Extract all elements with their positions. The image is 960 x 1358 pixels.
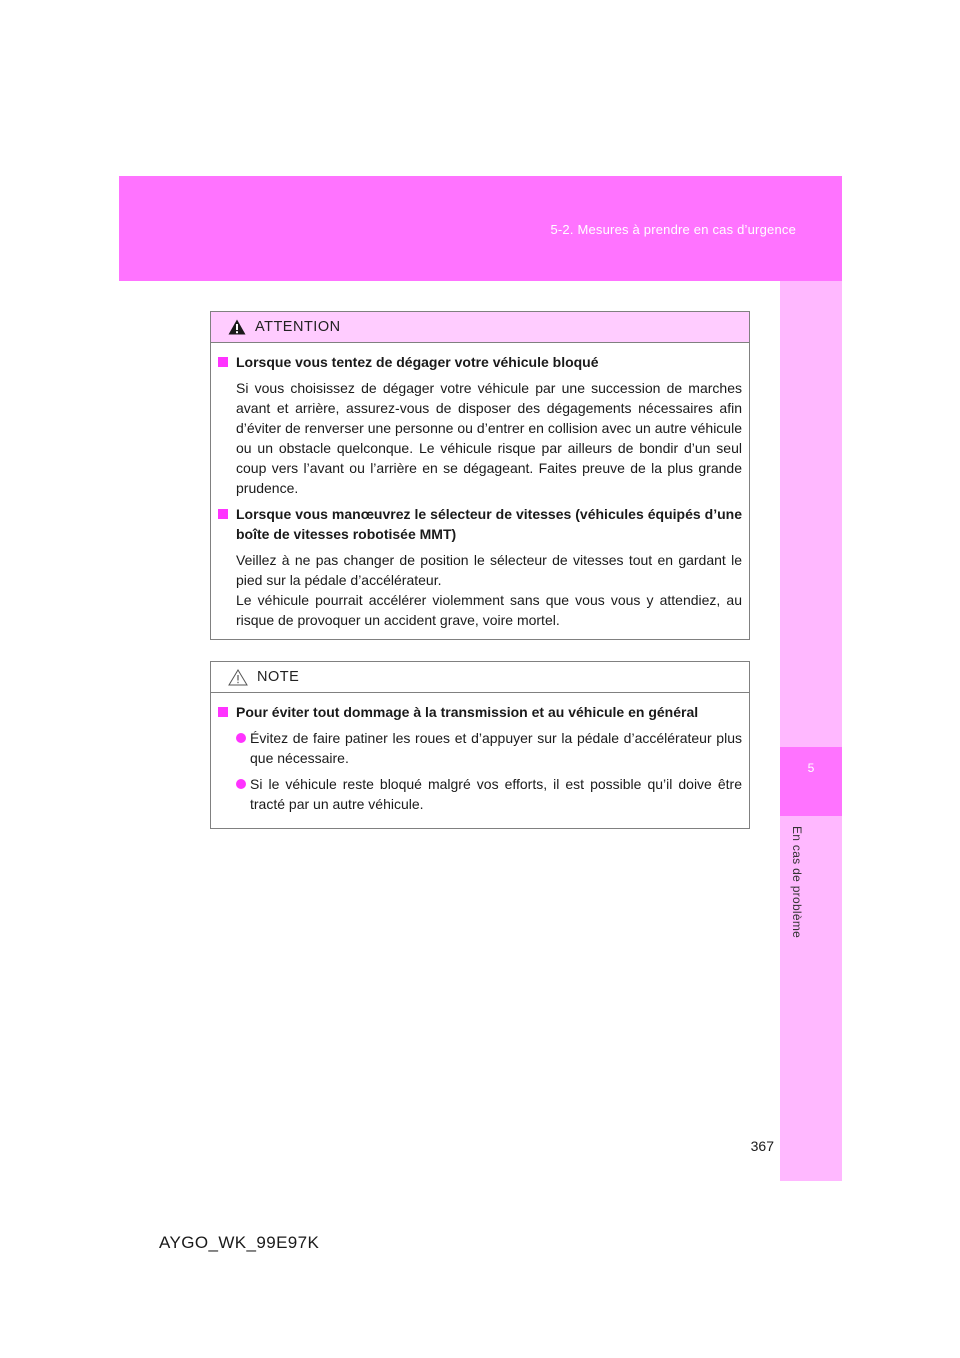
attention-item-2-title: Lorsque vous manœuvrez le sélecteur de vitesses (véhicules équipés d’une boîte de vitesses robotisée MMT) — [236, 506, 742, 542]
header-band — [119, 176, 842, 281]
attention-label: ATTENTION — [255, 319, 341, 335]
note-box — [210, 661, 750, 829]
chapter-number: 5 — [807, 761, 815, 775]
note-header — [211, 662, 749, 693]
footer-doc-code: AYGO_WK_99E97K — [159, 1233, 320, 1252]
side-strip — [780, 281, 842, 1181]
page-number: 367 — [750, 1138, 774, 1154]
note-bullet-2-text: Si le véhicule reste bloqué malgré vos efforts, il est possible qu’il doive être tracté par un autre véhicule. — [250, 776, 742, 812]
attention-item-1-text: Si vous choisissez de dégager votre véhicule par une succession de marches avant et arrière, assurez-vous de disposer des dégagements nécessaires afin d’éviter de renverser une personne ou d’entrer en collision avec un autre véhicule ou un obstacle quelconque. Le véhicule risque par ailleurs de bondir d’un seul coup vers l’avant ou l’arrière en se dégageant. Faites preuve de la plus grande prudence. — [236, 380, 742, 496]
attention-item-title — [218, 352, 742, 372]
note-bullet-1-text: Évitez de faire patiner les roues et d’appuyer sur la pédale d’accélérateur plus que nécessaire. — [250, 730, 742, 766]
note-label: NOTE — [257, 669, 300, 685]
note-bullet-1 — [218, 728, 742, 768]
square-bullet-icon — [218, 707, 228, 717]
round-bullet-icon — [236, 779, 246, 789]
caution-triangle-outline-icon — [228, 669, 248, 686]
attention-box — [210, 311, 750, 640]
note-bullet-2 — [218, 774, 742, 814]
attention-item-1-title: Lorsque vous tentez de dégager votre véhicule bloqué — [236, 354, 599, 370]
note-body — [211, 693, 749, 814]
note-item-title — [218, 702, 742, 722]
warning-triangle-icon — [228, 319, 246, 335]
attention-body — [211, 343, 749, 630]
square-bullet-icon — [218, 357, 228, 367]
chapter-title: En cas de problème — [790, 826, 804, 939]
chapter-tab — [780, 747, 842, 816]
square-bullet-icon — [218, 509, 228, 519]
attention-item-2-text-1: Veillez à ne pas changer de position le sélecteur de vitesses tout en gardant le pied sur la pédale d’accélérateur. — [236, 552, 742, 588]
round-bullet-icon — [236, 733, 246, 743]
attention-item-title — [218, 504, 742, 544]
section-title: 5-2. Mesures à prendre en cas d’urgence — [550, 222, 796, 237]
attention-item-2-text-2: Le véhicule pourrait accélérer violemment sans que vous vous y attendiez, au risque de provoquer un accident grave, voire mortel. — [236, 592, 742, 628]
attention-header — [211, 312, 749, 343]
note-item-title-text: Pour éviter tout dommage à la transmission et au véhicule en général — [236, 704, 699, 720]
